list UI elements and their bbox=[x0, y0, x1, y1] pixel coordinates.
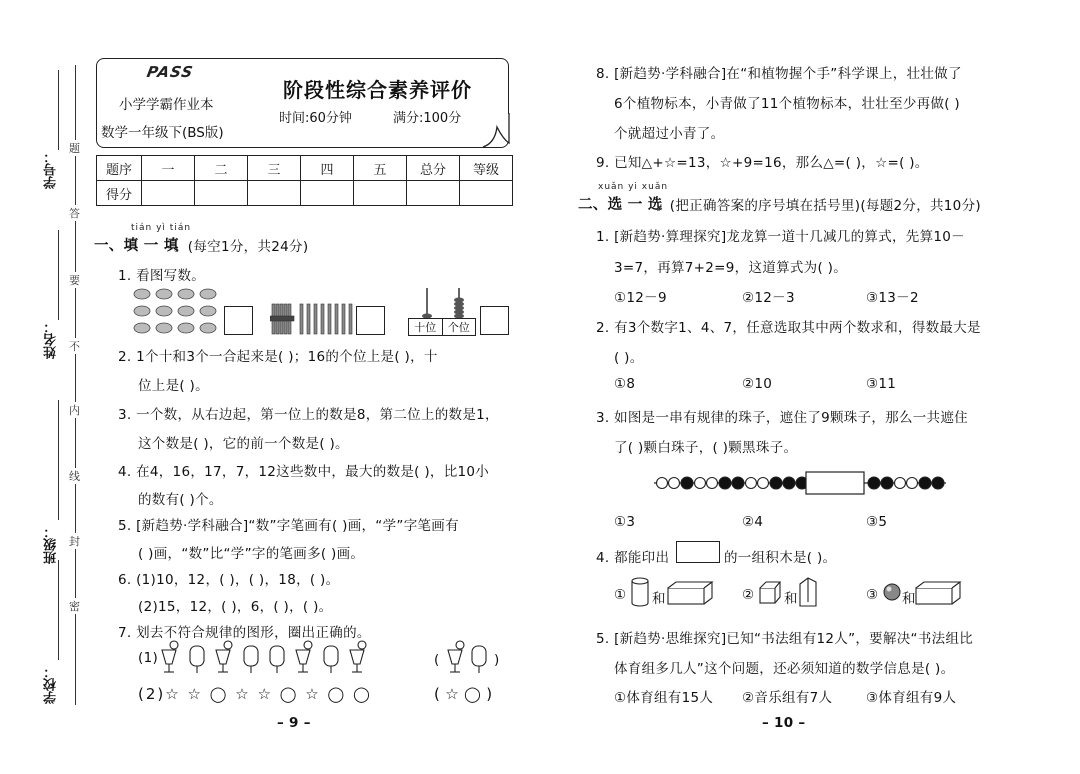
abacus-icon bbox=[410, 286, 476, 320]
question-8-line3: 个就超过小青了。 bbox=[614, 126, 725, 142]
choice-2-line1: 2. 有3个数字1、4、7，任意选取其中两个数求和，得数最大是 bbox=[596, 320, 981, 336]
time-limit: 时间:60分钟 bbox=[279, 111, 352, 126]
answer-box[interactable] bbox=[356, 306, 385, 335]
choice-4-option-b-label[interactable]: ② bbox=[742, 587, 755, 603]
table-cell: 一 bbox=[142, 156, 195, 181]
ones-place-label: 个位 bbox=[447, 321, 470, 334]
student-number-label: 学号： bbox=[44, 150, 59, 189]
choice-1-option-c[interactable]: ③13－2 bbox=[866, 290, 919, 306]
question-7-part2-answer[interactable]: ( ☆ ◯ ) bbox=[434, 685, 493, 703]
score-table-score-row bbox=[97, 181, 513, 206]
school-field[interactable] bbox=[58, 560, 59, 660]
table-cell: 四 bbox=[301, 156, 354, 181]
binding-char: 题 bbox=[69, 142, 80, 155]
question-3-line1: 3. 一个数，从右边起，第一位上的数是8，第二位上的数是1， bbox=[118, 407, 499, 423]
choice-4-and-c: 和 bbox=[902, 591, 916, 607]
choice-3-option-c[interactable]: ③5 bbox=[866, 514, 888, 530]
section1-pinyin: tián yì tián bbox=[131, 223, 192, 233]
table-cell: 得分 bbox=[97, 181, 142, 206]
pass-logo: PASS bbox=[145, 63, 195, 81]
question-7-part1-label: (1) bbox=[138, 650, 159, 666]
tens-place-label: 十位 bbox=[409, 319, 443, 335]
cube-icon bbox=[758, 580, 782, 606]
question-7-part2: (2)☆ ☆ ◯ ☆ ☆ ◯ ☆ ◯ ◯ bbox=[138, 685, 372, 703]
choice-3-option-b[interactable]: ②4 bbox=[742, 514, 764, 530]
section1-title: 一、填 一 填 bbox=[94, 238, 179, 254]
full-score: 满分:100分 bbox=[393, 111, 462, 126]
table-cell: 等级 bbox=[460, 156, 513, 181]
choice-5-line1: 5. [新趋势·思维探究]已知“书法组有12人”，要解决“书法组比 bbox=[596, 631, 974, 647]
choice-5-option-c[interactable]: ③体育组有9人 bbox=[866, 690, 957, 706]
question-5-line2: ( )画，“数”比“学”字的笔画多( )画。 bbox=[138, 546, 365, 562]
choice-4-line1: 4. 都能印出 bbox=[596, 550, 670, 566]
choice-1-option-b[interactable]: ②12－3 bbox=[742, 290, 795, 306]
page-number-right: – 10 – bbox=[762, 715, 806, 731]
choice-5-option-a[interactable]: ①体育组有15人 bbox=[614, 690, 714, 706]
choice-3-option-a[interactable]: ①3 bbox=[614, 514, 636, 530]
edition-name: 数学一年级下(BS版) bbox=[101, 125, 224, 141]
question-9: 9. 已知△+☆=13，☆+9=16，那么△=( )，☆=( )。 bbox=[596, 155, 929, 171]
binding-char: 不 bbox=[69, 340, 80, 353]
score-cell[interactable] bbox=[248, 181, 301, 206]
table-cell: 五 bbox=[354, 156, 407, 181]
answer-box[interactable] bbox=[480, 306, 509, 335]
name-label: 姓名： bbox=[44, 320, 59, 359]
choice-2-option-b[interactable]: ②10 bbox=[742, 376, 773, 392]
stamp-shape-rectangle bbox=[676, 541, 720, 563]
choice-1-line1: 1. [新趋势·算理探究]龙龙算一道十几减几的算式，先算10－ bbox=[596, 229, 965, 245]
drink-popsicle-answer-icon[interactable] bbox=[446, 640, 492, 676]
fruit-group-icon bbox=[132, 286, 222, 338]
question-2-line1: 2. 1个十和3个一合起来是( )；16的个位上是( )，十 bbox=[118, 349, 438, 365]
class-field[interactable] bbox=[58, 400, 59, 520]
choice-2-option-a[interactable]: ①8 bbox=[614, 376, 636, 392]
question-1: 1. 看图写数。 bbox=[118, 268, 206, 284]
cuboid-icon bbox=[914, 580, 962, 606]
choice-3-line2: 了( )颗白珠子，( )颗黑珠子。 bbox=[614, 440, 798, 456]
choice-1-line2: 3=7，再算7+2=9，这道算式为( )。 bbox=[614, 260, 848, 276]
score-table bbox=[96, 155, 513, 206]
class-label: 班级： bbox=[44, 525, 59, 564]
binding-char: 线 bbox=[69, 470, 80, 483]
section2-title: 二、选 一 选 bbox=[578, 197, 663, 213]
score-cell[interactable] bbox=[142, 181, 195, 206]
question-5-line1: 5. [新趋势·学科融合]“数”字笔画有( )画，“学”字笔画有 bbox=[118, 518, 459, 534]
question-6-line1: 6. (1)10，12，( )，( )，18，( )。 bbox=[118, 572, 340, 588]
sticks-bundle-icon bbox=[270, 302, 360, 336]
table-cell: 总分 bbox=[407, 156, 460, 181]
choice-1-option-a[interactable]: ①12－9 bbox=[614, 290, 667, 306]
binding-char: 要 bbox=[69, 274, 80, 287]
question-7-part1-answer-close: ) bbox=[494, 652, 500, 668]
student-number-field[interactable] bbox=[58, 70, 59, 150]
score-cell[interactable] bbox=[301, 181, 354, 206]
cylinder-icon bbox=[630, 576, 650, 608]
choice-5-option-b[interactable]: ②音乐组有7人 bbox=[742, 690, 833, 706]
question-8-line2: 6个植物标本，小青做了11个植物标本，壮壮至少再做( ) bbox=[614, 96, 960, 112]
section1-note: 。(每空1分，共24分) bbox=[174, 239, 309, 255]
question-3-line2: 这个数是( )，它的前一个数是( )。 bbox=[138, 436, 349, 452]
cuboid-icon bbox=[666, 580, 714, 606]
choice-4-option-a-label[interactable]: ① bbox=[614, 587, 627, 603]
choice-2-line2: ( )。 bbox=[614, 350, 644, 366]
score-cell[interactable] bbox=[354, 181, 407, 206]
question-6-line2: (2)15，12，( )，6，( )，( )。 bbox=[138, 599, 333, 615]
score-table-header-row bbox=[97, 156, 513, 181]
choice-2-option-c[interactable]: ③11 bbox=[866, 376, 897, 392]
exam-title: 阶段性综合素养评价 bbox=[283, 78, 472, 102]
prism-icon bbox=[798, 576, 820, 608]
binding-char: 内 bbox=[69, 404, 80, 417]
binding-char: 封 bbox=[69, 535, 80, 548]
question-8-line1: 8. [新趋势·学科融合]在“和植物握个手”科学课上，壮壮做了 bbox=[596, 66, 962, 82]
section2-pinyin: xuǎn yi xuǎn bbox=[598, 182, 669, 192]
section2-note: 。(把正确答案的序号填在括号里)(每题2分，共10分) bbox=[656, 198, 981, 214]
choice-4-and-a: 和 bbox=[652, 591, 666, 607]
sphere-icon bbox=[882, 582, 902, 602]
page-curl-icon bbox=[481, 113, 511, 149]
place-value-labels bbox=[408, 318, 476, 336]
question-2-line2: 位上是( )。 bbox=[138, 378, 209, 394]
exam-header bbox=[96, 58, 509, 148]
score-cell[interactable] bbox=[460, 181, 513, 206]
answer-box[interactable] bbox=[224, 306, 253, 335]
question-7: 7. 划去不符合规律的图形，圈出正确的。 bbox=[118, 625, 371, 641]
table-cell: 二 bbox=[195, 156, 248, 181]
series-name: 小学学霸作业本 bbox=[119, 97, 214, 113]
binding-char: 答 bbox=[69, 207, 80, 220]
drink-popsicle-pattern bbox=[158, 640, 378, 676]
question-7-part1-answer-open: ( bbox=[434, 652, 440, 668]
choice-4-option-c-label[interactable]: ③ bbox=[866, 587, 879, 603]
choice-4-and-b: 和 bbox=[784, 591, 798, 607]
page-number-left: – 9 – bbox=[277, 715, 311, 731]
choice-5-line2: 体育组多几人”这个问题，还必须知道的数学信息是( )。 bbox=[614, 661, 955, 677]
choice-4-line2: 的一组积木是( )。 bbox=[724, 550, 837, 566]
table-cell: 题序 bbox=[97, 156, 142, 181]
binding-char: 密 bbox=[69, 600, 80, 613]
name-field[interactable] bbox=[58, 230, 59, 320]
bead-string-diagram bbox=[654, 470, 946, 496]
question-4-line1: 4. 在4，16，17，7，12这些数中，最大的数是( )，比10小 bbox=[118, 464, 490, 480]
question-4-line2: 的数有( )个。 bbox=[138, 492, 223, 508]
score-cell[interactable] bbox=[407, 181, 460, 206]
score-cell[interactable] bbox=[195, 181, 248, 206]
school-label: 学校： bbox=[44, 665, 59, 704]
choice-3-line1: 3. 如图是一串有规律的珠子，遮住了9颗珠子，那么一共遮住 bbox=[596, 410, 968, 426]
table-cell: 三 bbox=[248, 156, 301, 181]
